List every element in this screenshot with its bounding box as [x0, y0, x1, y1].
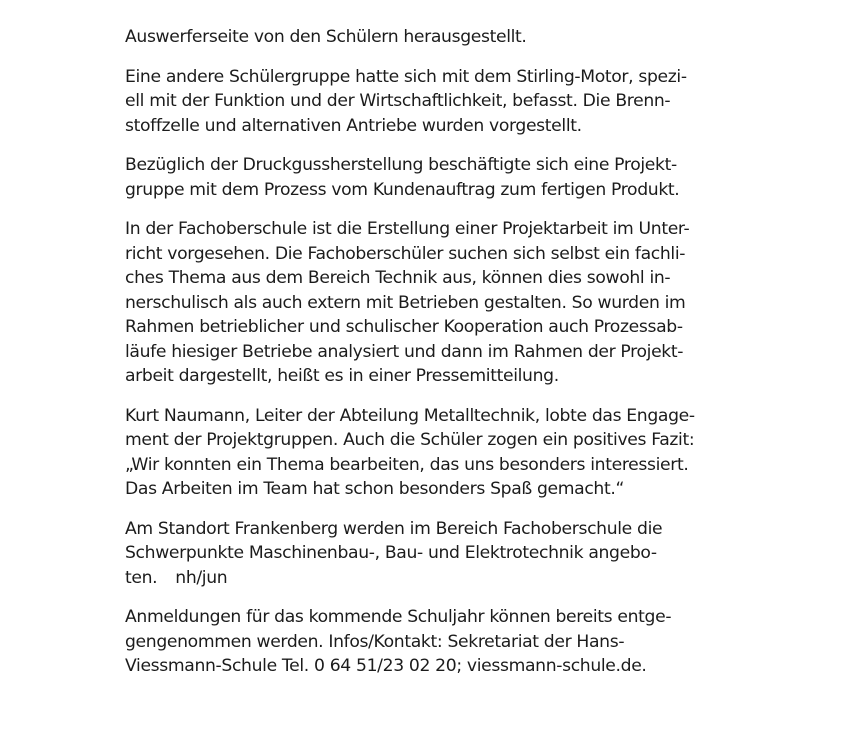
text-line: Kurt Naumann, Leiter der Abteilung Metalltechnik, lobte das Engage-: [125, 405, 695, 426]
text-line: Viessmann-Schule Tel. 0 64 51/23 02 20; viessmann-schule.de.: [125, 656, 647, 676]
text-line: Rahmen betrieblicher und schulischer Kooperation auch Prozessab-: [125, 317, 683, 337]
paragraph-1: [125, 25, 735, 50]
paragraph-2: [125, 65, 735, 139]
text-line: nerschulisch als auch extern mit Betrieben gestalten. So wurden im: [125, 292, 686, 313]
text-line: arbeit dargestellt, heißt es in einer Pressemitteilung.: [125, 366, 559, 386]
paragraph-4: [125, 217, 735, 389]
text-line-end: ten.: [125, 567, 158, 588]
text-line: Auswerferseite von den Schülern herausgestellt.: [125, 27, 527, 47]
text-line: gengenommen werden. Infos/Kontakt: Sekretariat der Hans-: [125, 631, 625, 652]
text-line: gruppe mit dem Prozess vom Kundenauftrag zum fertigen Produkt.: [125, 179, 680, 200]
text-line: ell mit der Funktion und der Wirtschaftlichkeit, befasst. Die Brenn-: [125, 91, 671, 111]
text-line: Schwerpunkte Maschinenbau-, Bau- und Elektrotechnik angebo-: [125, 543, 657, 563]
text-line: In der Fachoberschule ist die Erstellung einer Projektarbeit im Unter-: [125, 219, 690, 239]
text-line: [125, 566, 735, 591]
text-line: Am Standort Frankenberg werden im Bereich Fachoberschule die: [125, 518, 663, 539]
paragraph-3: [125, 153, 735, 202]
paragraph-5: [125, 404, 735, 502]
text-line: Anmeldungen für das kommende Schuljahr können bereits entge-: [125, 607, 672, 627]
paragraph-6: [125, 517, 735, 591]
text-line: Das Arbeiten im Team hat schon besonders Spaß gemacht.“: [125, 479, 625, 499]
text-line: Eine andere Schülergruppe hatte sich mit dem Stirling-Motor, spezi-: [125, 66, 687, 87]
text-line: ment der Projektgruppen. Auch die Schüler zogen ein positives Fazit:: [125, 430, 695, 450]
text-line: Bezüglich der Druckgussherstellung beschäftigte sich eine Projekt-: [125, 155, 677, 175]
text-line: „Wir konnten ein Thema bearbeiten, das uns besonders interessiert.: [125, 454, 689, 475]
text-line: ches Thema aus dem Bereich Technik aus, können dies sowohl in-: [125, 268, 671, 288]
text-line: läufe hiesiger Betriebe analysiert und dann im Rahmen der Projekt-: [125, 341, 684, 362]
text-line: stoffzelle und alternativen Antriebe wurden vorgestellt.: [125, 115, 582, 136]
text-line: richt vorgesehen. Die Fachoberschüler suchen sich selbst ein fachli-: [125, 243, 686, 264]
paragraph-7: [125, 605, 735, 679]
author-byline: nh/jun: [175, 567, 228, 588]
article-body: [125, 25, 735, 694]
